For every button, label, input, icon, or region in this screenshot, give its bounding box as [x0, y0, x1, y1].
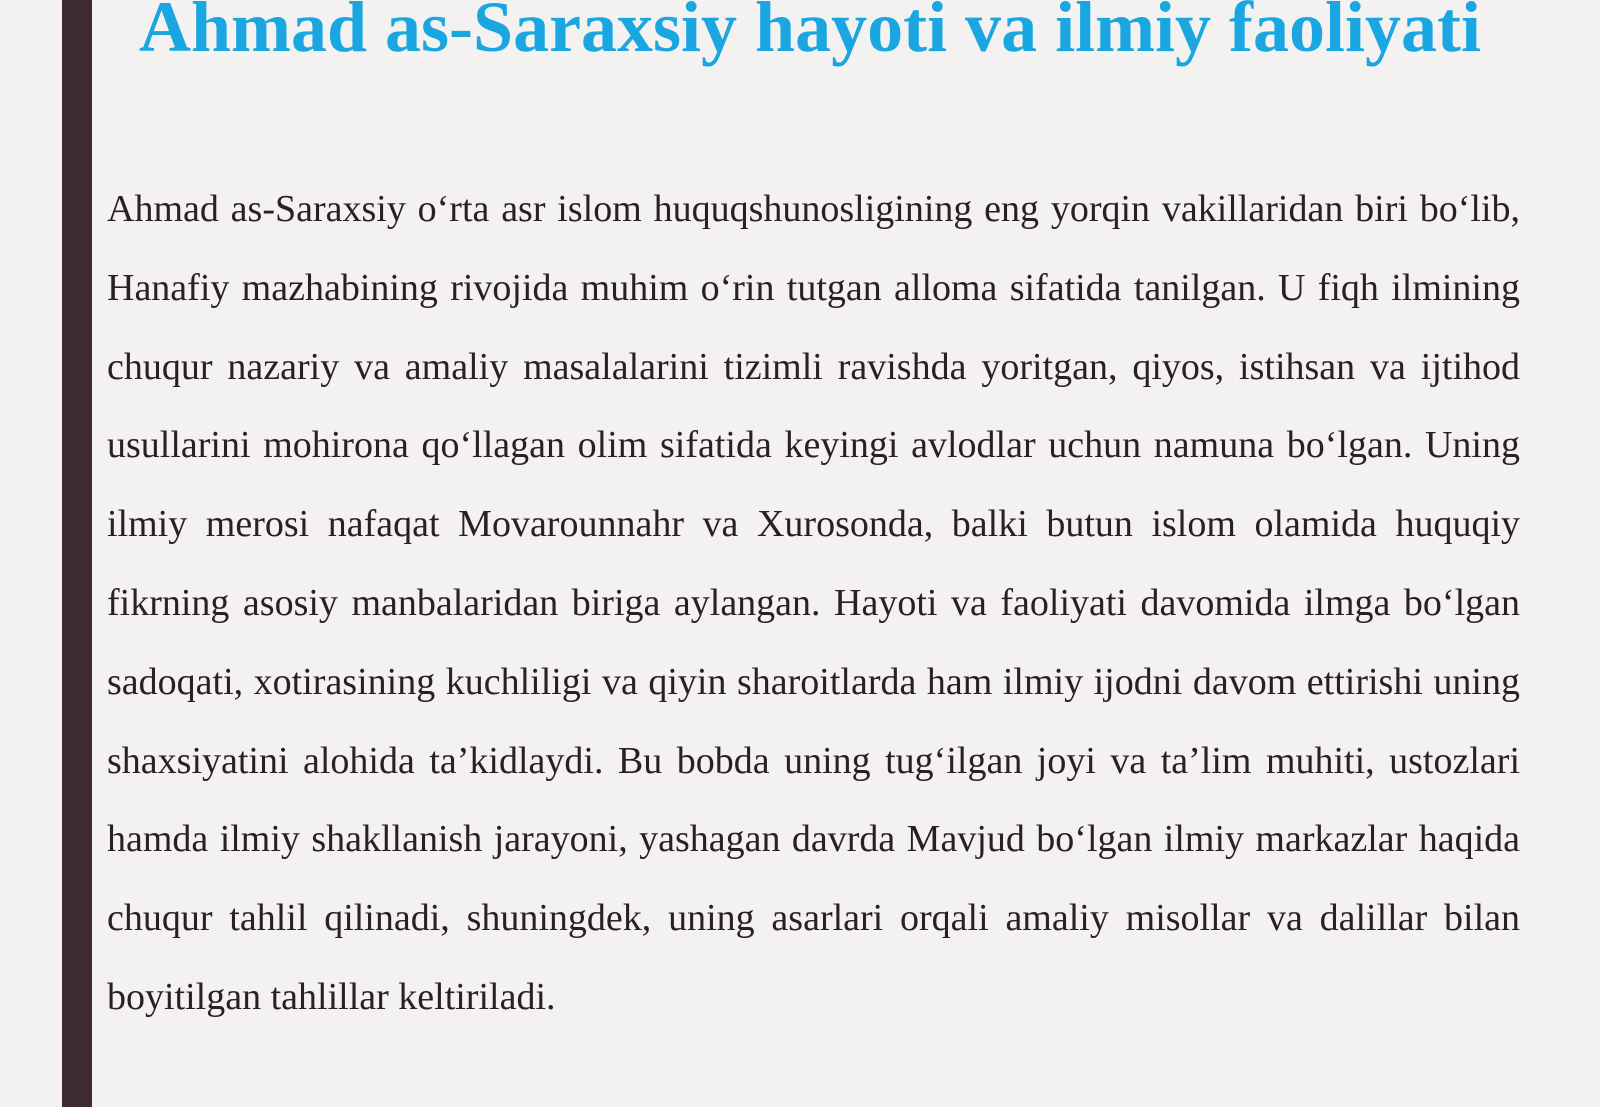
accent-side-bar — [62, 0, 92, 1107]
body-paragraph: Ahmad as-Saraxsiy o‘rta asr islom huquqshunosligining eng yorqin vakillaridan biri bo‘lib, Hanafiy mazhabining rivojida muhim o‘rin tutgan alloma sifatida tanilgan. U fiqh ilmining chuqur nazariy va amaliy masalalarini tizimli ravishda yoritgan, qiyos, istihsan va ijtihod usullarini mohirona qo‘llagan olim sifatida keyingi avlodlar uchun namuna bo‘lgan. Uning ilmiy merosi nafaqat Movarounnahr va Xurosonda, balki butun islom olamida huquqiy fikrning asosiy manbalaridan biriga aylangan. Hayoti va faoliyati davomida ilmga bo‘lgan sadoqati, xotirasining kuchliligi va qiyin sharoitlarda ham ilmiy ijodni davom ettirishi uning shaxsiyatini alohida ta’kidlaydi. Bu bobda uning tug‘ilgan joyi va ta’lim muhiti, ustozlari hamda ilmiy shakllanish jarayoni, yashagan davrda Mavjud bo‘lgan ilmiy markazlar haqida chuqur tahlil qilinadi, shuningdek, uning asarlari orqali amaliy misollar va dalillar bilan boyitilgan tahlillar keltiriladi. — [107, 188, 1520, 1018]
slide-title: Ahmad as-Saraxsiy hayoti va ilmiy faoliyati — [138, 0, 1482, 67]
